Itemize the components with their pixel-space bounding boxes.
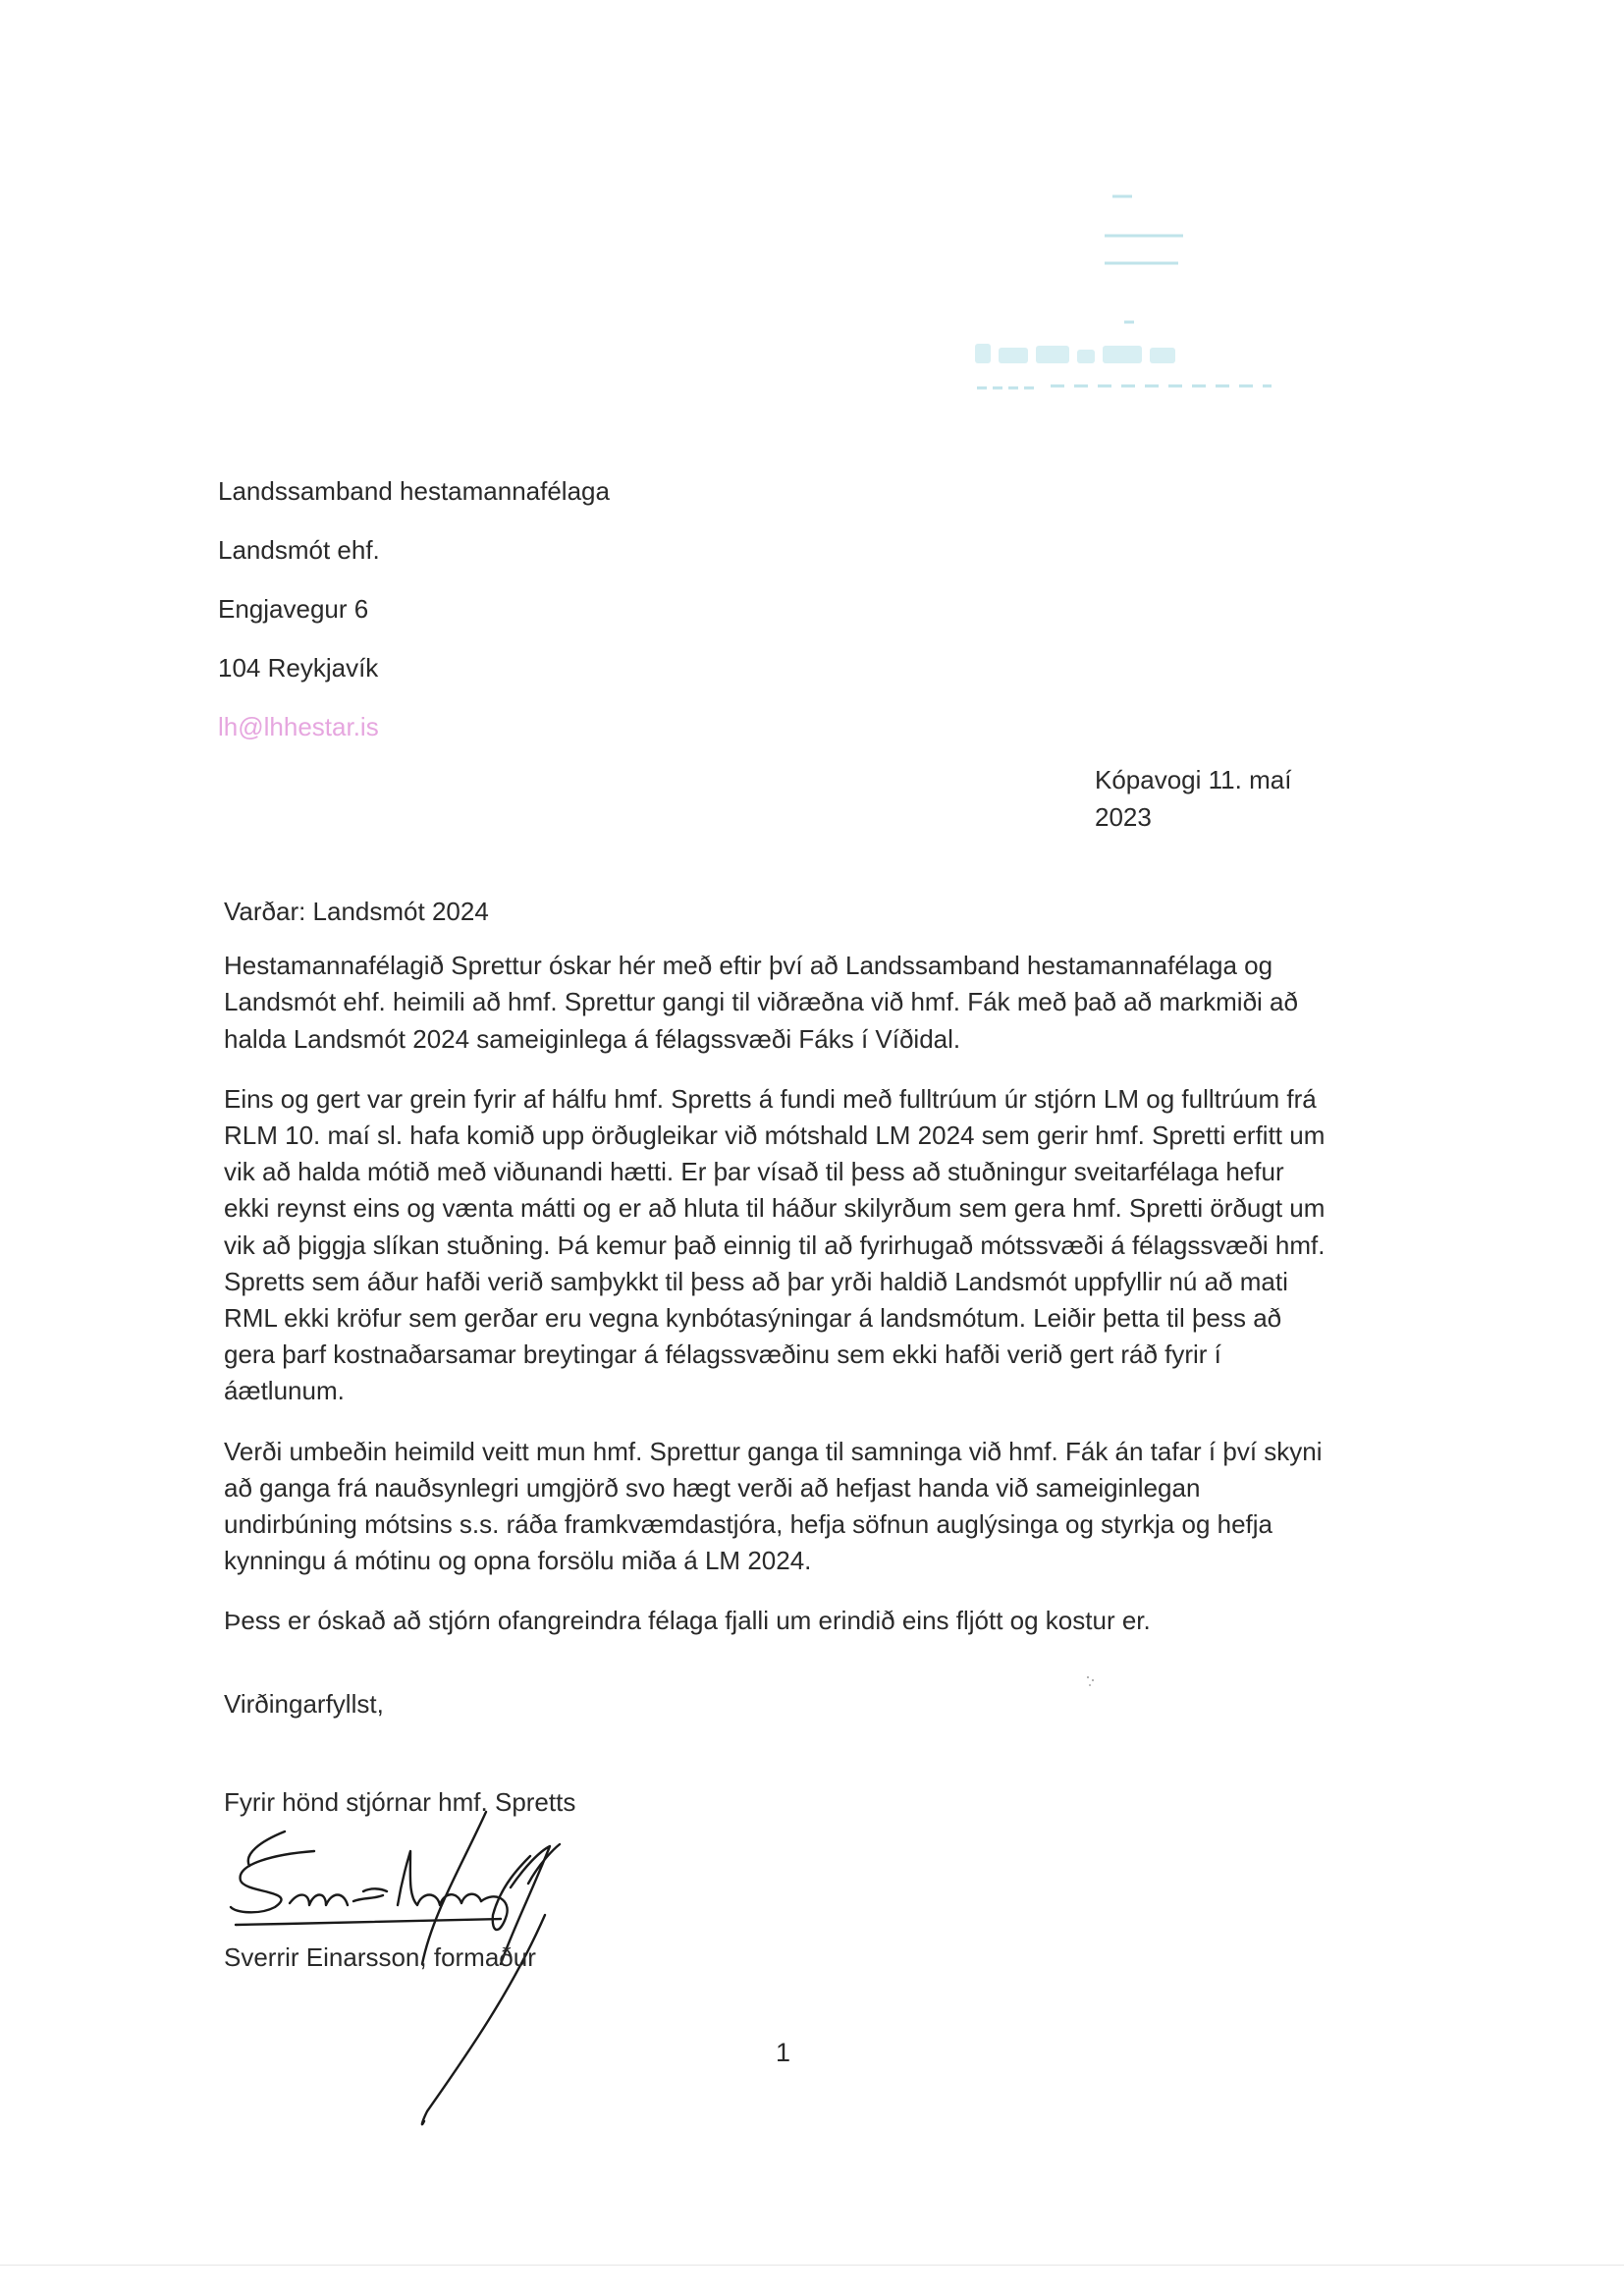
letter-date: Kópavogi 11. maí 2023 (1095, 765, 1292, 832)
paragraph-2: Eins og gert var grein fyrir af hálfu hmf. Spretts á fundi með fulltrúum úr stjórn LM og fulltrúum frá RLM 10. maí sl. hafa komið upp örðugleikar við mótshald LM 2024 sem gerir hmf. Spretti erfitt um vik að halda mótið með viðunandi hætti. Er þar vísað til þess að stuðningur sveitarfélaga hefur ekki reynst eins og vænta mátti og er að hluta til háður skilyrðum sem gera hmf. Spretti örðugt um vik að þiggja slíkan stuðning. Þá kemur það einnig til að fyrirhugað mótssvæði á félagssvæði hmf. Spretts sem áður hafði verið samþykkt til þess að þar yrði haldið Landsmót uppfyllir nú að mati RML ekki kröfur sem gerðar eru vegna kynbótasýningar á landsmótum. Leiðir þetta til þess að gera þarf kostnaðarsamar breytingar á félagssvæðinu sem ekki hafði verið gert ráð fyrir í áætlunum. (224, 1083, 1326, 1406)
scan-speck (1085, 1674, 1099, 1688)
page-number: 1 (776, 2038, 791, 2067)
letter-body (224, 894, 1333, 1664)
recipient-org: Landssamband hestamannafélaga (218, 476, 610, 506)
scan-edge-line (0, 2265, 1624, 2266)
signer-name-title: Sverrir Einarsson, formaður (224, 1942, 536, 1972)
faint-logo-stamp (957, 187, 1301, 412)
paragraph-3: Verði umbeðin heimild veitt mun hmf. Sprettur ganga til samninga við hmf. Fák án tafar í því skyni að ganga frá nauðsynlegri umgjörð svo hægt verði að hefjast handa við sameiginlegan undirbúning mótsins s.s. ráða framkvæmdastjóra, hefja söfnun auglýsinga og styrkja og hefja kynningu á mótinu og opna forsölu miða á LM 2024. (224, 1436, 1323, 1576)
letter-subject: Varðar: Landsmót 2024 (224, 897, 489, 926)
recipient-city: 104 Reykjavík (218, 653, 379, 683)
recipient-company: Landsmót ehf. (218, 535, 380, 565)
recipient-email-link[interactable]: lh@lhhestar.is (218, 712, 379, 741)
closing-salutation: Virðingarfyllst, (224, 1689, 384, 1719)
recipient-address (218, 471, 610, 766)
on-behalf-line: Fyrir hönd stjórnar hmf. Spretts (224, 1787, 576, 1817)
recipient-street: Engjavegur 6 (218, 594, 369, 624)
paragraph-4: Þess er óskað að stjórn ofangreindra félaga fjalli um erindið eins fljótt og kostur er. (224, 1606, 1151, 1636)
paragraph-1: Hestamannafélagið Sprettur óskar hér með eftir því að Landssamband hestamannafélaga og Landsmót ehf. heimili að hmf. Sprettur gangi til viðræðna við hmf. Fák með það að markmiði að halda Landsmót 2024 sameiginlega á félagssvæði Fáks í Víðidal. (224, 951, 1298, 1054)
